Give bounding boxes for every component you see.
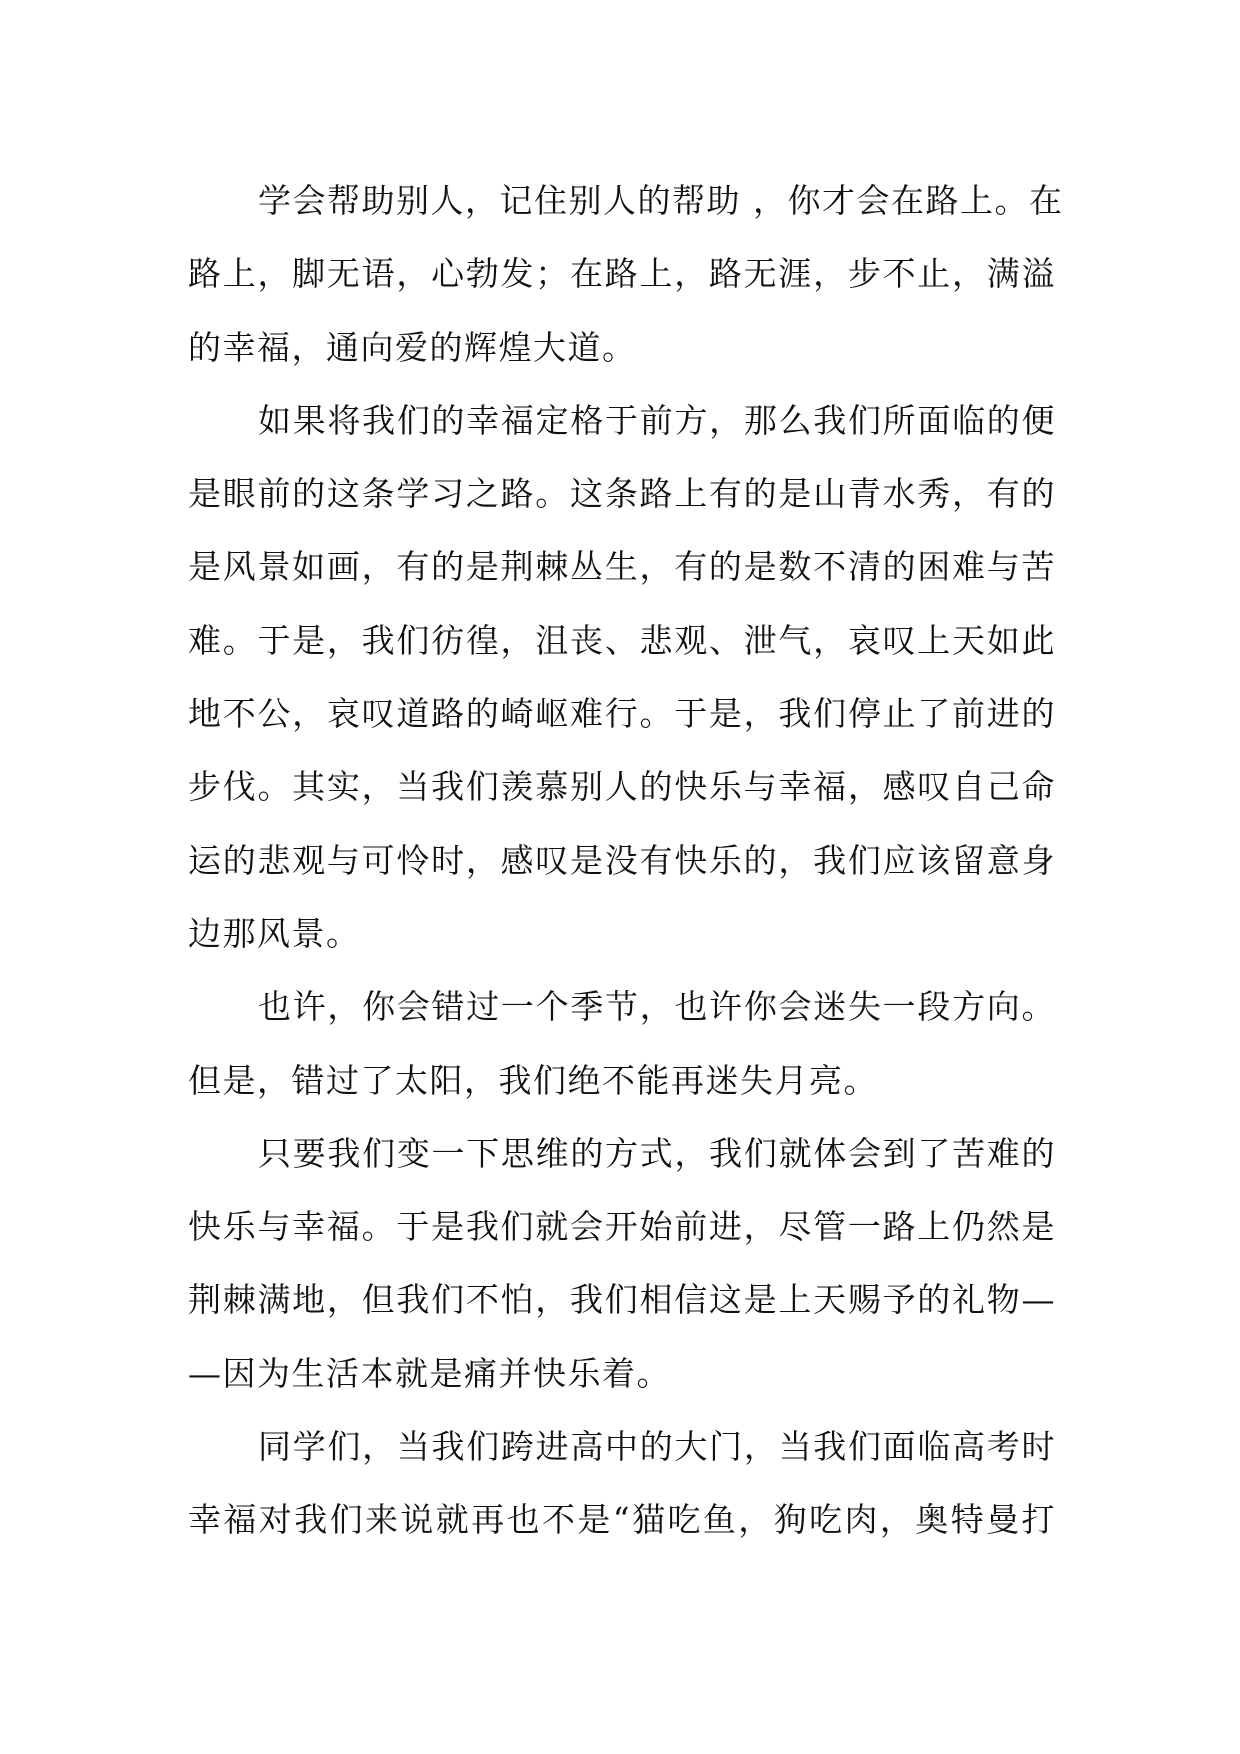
paragraph-1-line-1: 学会帮助别人，记住别人的帮助 ，你才会在路上。在 [258,181,1064,220]
essay-body [188,164,1064,1557]
paragraph-2-line-1: 如果将我们的幸福定格于前方，那么我们所面临的便 [258,400,1056,440]
paragraph-2-line-8: 边那风景。 [188,913,361,953]
paragraph-2-line-7: 运的悲观与可怜时，感叹是没有快乐的，我们应该留意身 [188,840,1056,880]
paragraph-5-line-2: 幸福对我们来说就再也不是“猫吃鱼，狗吃肉，奥特曼打 [188,1500,1056,1540]
paragraph-3-line-2: 但是，错过了太阳，我们绝不能再迷失月亮。 [188,1060,878,1100]
paragraph-4-line-3: 荆棘满地，但我们不怕，我们相信这是上天赐予的礼物— [188,1280,1056,1320]
paragraph-5-line-1: 同学们，当我们跨进高中的大门，当我们面临高考时 [258,1427,1056,1467]
paragraph-2-line-3: 是风景如画，有的是荆棘丛生，有的是数不清的困难与苦 [188,547,1056,587]
paragraph-4-line-4: —因为生活本就是痛并快乐着。 [188,1353,671,1393]
paragraph-1-line-3: 的幸福，通向爱的辉煌大道。 [188,327,637,367]
paragraph-3-line-1: 也许，你会错过一个季节，也许你会迷失一段方向。 [258,987,1056,1027]
paragraph-2-line-6: 步伐。其实，当我们羡慕别人的快乐与幸福，感叹自己命 [188,767,1056,807]
paragraph-4-line-1: 只要我们变一下思维的方式，我们就体会到了苦难的 [258,1133,1056,1173]
paragraph-1-line-2: 路上，脚无语，心勃发；在路上，路无涯，步不止，满溢 [188,254,1056,294]
paragraph-2-line-5: 地不公，哀叹道路的崎岖难行。于是，我们停止了前进的 [188,694,1056,734]
paragraph-4-line-2: 快乐与幸福。于是我们就会开始前进，尽管一路上仍然是 [188,1207,1056,1247]
paragraph-2-line-2: 是眼前的这条学习之路。这条路上有的是山青水秀，有的 [188,474,1056,514]
paragraph-2-line-4: 难。于是，我们彷徨，沮丧、悲观、泄气，哀叹上天如此 [188,620,1056,660]
